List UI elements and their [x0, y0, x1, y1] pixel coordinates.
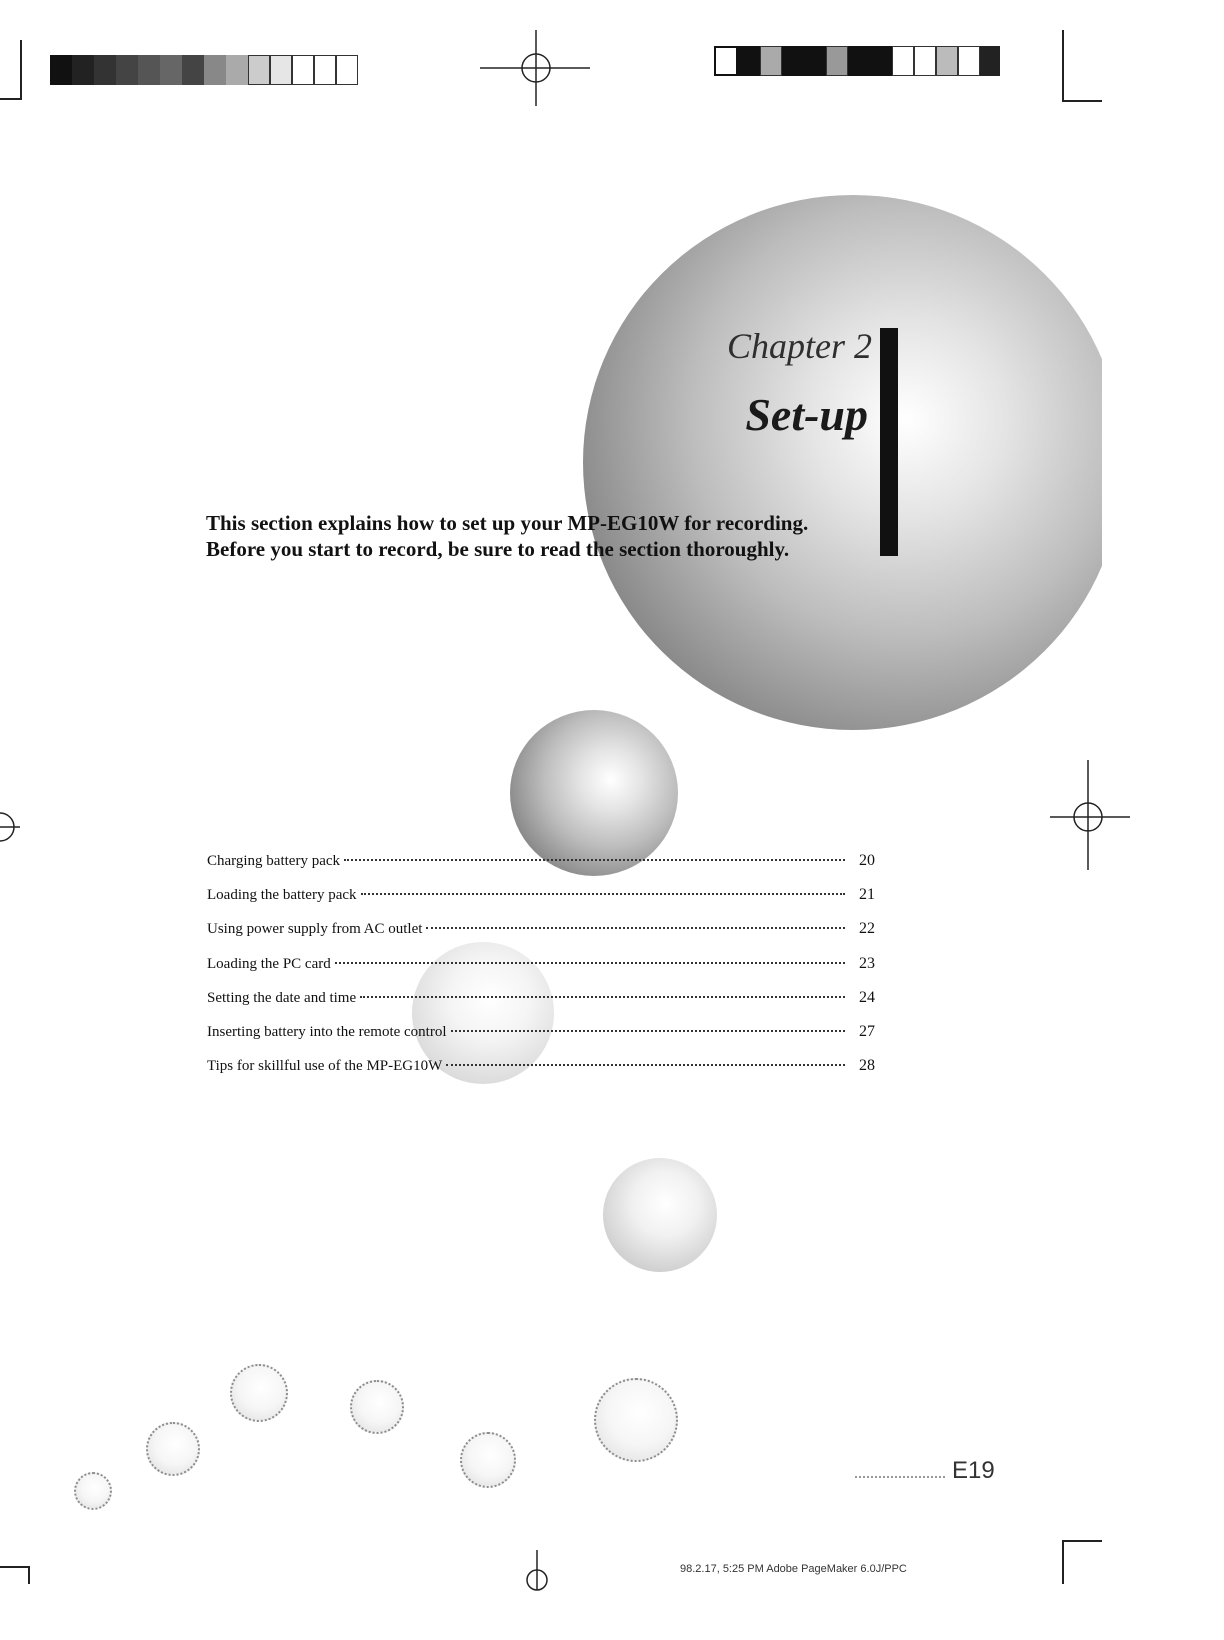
toc-entry-page: 23 [859, 954, 875, 972]
page-number: E19 [952, 1457, 995, 1484]
toc-leader-dots [361, 893, 845, 895]
toc-entry[interactable] [207, 886, 875, 920]
toc-entry-page: 24 [859, 988, 875, 1006]
toc-entry-label: Setting the date and time [207, 989, 357, 1006]
toc-leader-dots [446, 1064, 845, 1066]
toc-entry[interactable] [207, 852, 875, 886]
right-edge-clip [1102, 180, 1224, 750]
bubble-decoration [460, 1432, 516, 1488]
registration-mark-left [0, 770, 70, 880]
toc-leader-dots [344, 859, 845, 861]
chapter-label: Chapter 2 [726, 326, 872, 366]
crop-mark-top-right-h [1062, 100, 1102, 102]
toc-leader-dots [360, 996, 845, 998]
toc-entry-page: 27 [859, 1022, 875, 1040]
crop-mark-top-left-h [0, 98, 20, 100]
toc-leader-dots [335, 962, 845, 964]
registration-mark-right [1040, 760, 1150, 870]
large-sphere-decoration [583, 195, 1123, 730]
toc-entry-label: Inserting battery into the remote control [207, 1023, 447, 1040]
registration-mark-top [480, 10, 590, 120]
crop-mark-top-right-v [1062, 30, 1064, 102]
crop-mark-bottom-left-h [0, 1566, 28, 1568]
toc-entry-page: 22 [859, 920, 875, 938]
intro-line-2: Before you start to record, be sure to read the section thoroughly. [206, 537, 790, 561]
toc-entry-page: 20 [859, 852, 875, 869]
toc-leader-dots [426, 927, 845, 929]
crop-mark-top-left-v [20, 40, 22, 100]
crop-mark-bottom-right-h [1062, 1540, 1102, 1542]
bubble-decoration [146, 1422, 200, 1476]
bubble-decoration [74, 1472, 112, 1510]
calibration-bar-right [714, 46, 1000, 76]
toc-entry-label: Charging battery pack [207, 853, 341, 869]
registration-mark-bottom [485, 1530, 595, 1640]
toc-entry-label: Tips for skillful use of the MP-EG10W [207, 1058, 443, 1075]
calibration-bar-left [50, 55, 358, 85]
print-footer: 98.2.17, 5:25 PM Adobe PageMaker 6.0J/PPC [680, 1563, 907, 1575]
bubble-decoration [350, 1380, 404, 1434]
toc-entry[interactable] [207, 1023, 875, 1057]
toc-entry[interactable] [207, 989, 875, 1023]
toc-entry[interactable] [207, 955, 875, 989]
toc-entry-page: 28 [859, 1057, 875, 1075]
toc-entry-label: Using power supply from AC outlet [207, 921, 423, 938]
intro-line-1: This section explains how to set up your MP-EG10W for recording. [206, 511, 809, 535]
chapter-title: Set-up [745, 389, 868, 440]
toc-entry-page: 21 [859, 886, 875, 904]
bubble-decoration [230, 1364, 288, 1422]
toc-entry[interactable] [207, 920, 875, 954]
bubble-decoration [594, 1378, 678, 1462]
crop-mark-bottom-left-v [28, 1566, 30, 1584]
lower-sphere-decoration [603, 1158, 717, 1272]
crop-mark-bottom-right-v [1062, 1540, 1064, 1584]
page-number-leader [855, 1476, 945, 1478]
toc-entry-label: Loading the PC card [207, 955, 331, 972]
toc-entry[interactable] [207, 1057, 875, 1091]
intro-paragraph [206, 510, 906, 562]
table-of-contents [207, 852, 875, 1091]
toc-entry-label: Loading the battery pack [207, 887, 357, 904]
toc-leader-dots [451, 1030, 845, 1032]
